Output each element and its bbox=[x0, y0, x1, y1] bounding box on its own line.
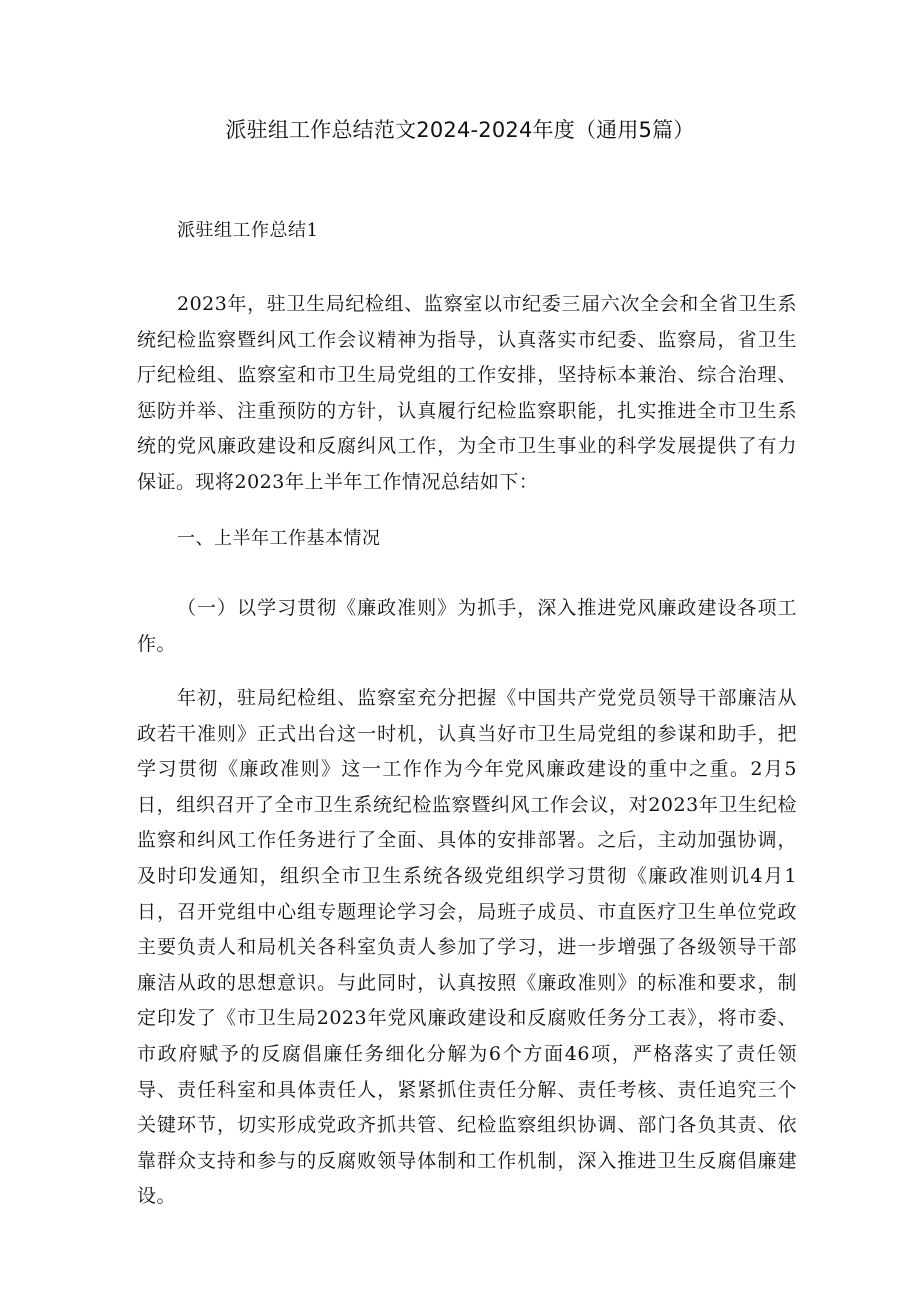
paragraph-body: 年初，驻局纪检组、监察室充分把握《中国共产党党员领导干部廉洁从政若干准则》正式出台这一时机，认真当好市卫生局党组的参谋和助手，把学习贯彻《廉政准则》这一工作作为今年党风廉政建设的重中之重。2月5日，组织召开了全市卫生系统纪检监察暨纠风工作会议，对2023年卫生纪检监察和纠风工作任务进行了全面、具体的安排部署。之后，主动加强协调，及时印发通知，组织全市卫生系统各级党组织学习贯彻《廉政准则讥4月1日，召开党组中心组专题理论学习会，局班子成员、市直医疗卫生单位党政主要负责人和局机关各科室负责人参加了学习，进一步增强了各级领导干部廉洁从政的思想意识。与此同时，认真按照《廉政准则》的标准和要求，制定印发了《市卫生局2023年党风廉政建设和反腐败任务分工表》，将市委、市政府赋予的反腐倡廉任务细化分解为6个方面46项，严格落实了责任领导、责任科室和具体责任人，紧紧抓住责任分解、责任考核、责任追究三个关键环节，切实形成党政齐抓共管、纪检监察组织协调、部门各负其责、依靠群众支持和参与的反腐败领导体制和工作机制，深入推进卫生反腐倡廉建设。 bbox=[137, 687, 797, 1208]
paragraph-intro: 2023年，驻卫生局纪检组、监察室以市纪委三届六次全会和全省卫生系统纪检监察暨纠风工作会议精神为指导，认真落实市纪委、监察局，省卫生厅纪检组、监察室和市卫生局党组的工作安排，坚持标本兼治、综合治理、惩防并举、注重预防的方针，认真履行纪检监察职能，扎实推进全市卫生系统的党风廉政建设和反腐纠风工作，为全市卫生事业的科学发展提供了有力保证。现将2023年上半年工作情况总结如下： bbox=[137, 293, 797, 493]
subsection-heading: （一）以学习贯彻《廉政准则》为抓手，深入推进党风廉政建设各项工作。 bbox=[137, 597, 797, 655]
section-label: 派驻组工作总结1 bbox=[177, 220, 319, 241]
document-title: 派驻组工作总结范文2024-2024年度（通用5篇） bbox=[225, 118, 695, 142]
section-heading: 一、上半年工作基本情况 bbox=[177, 528, 381, 549]
